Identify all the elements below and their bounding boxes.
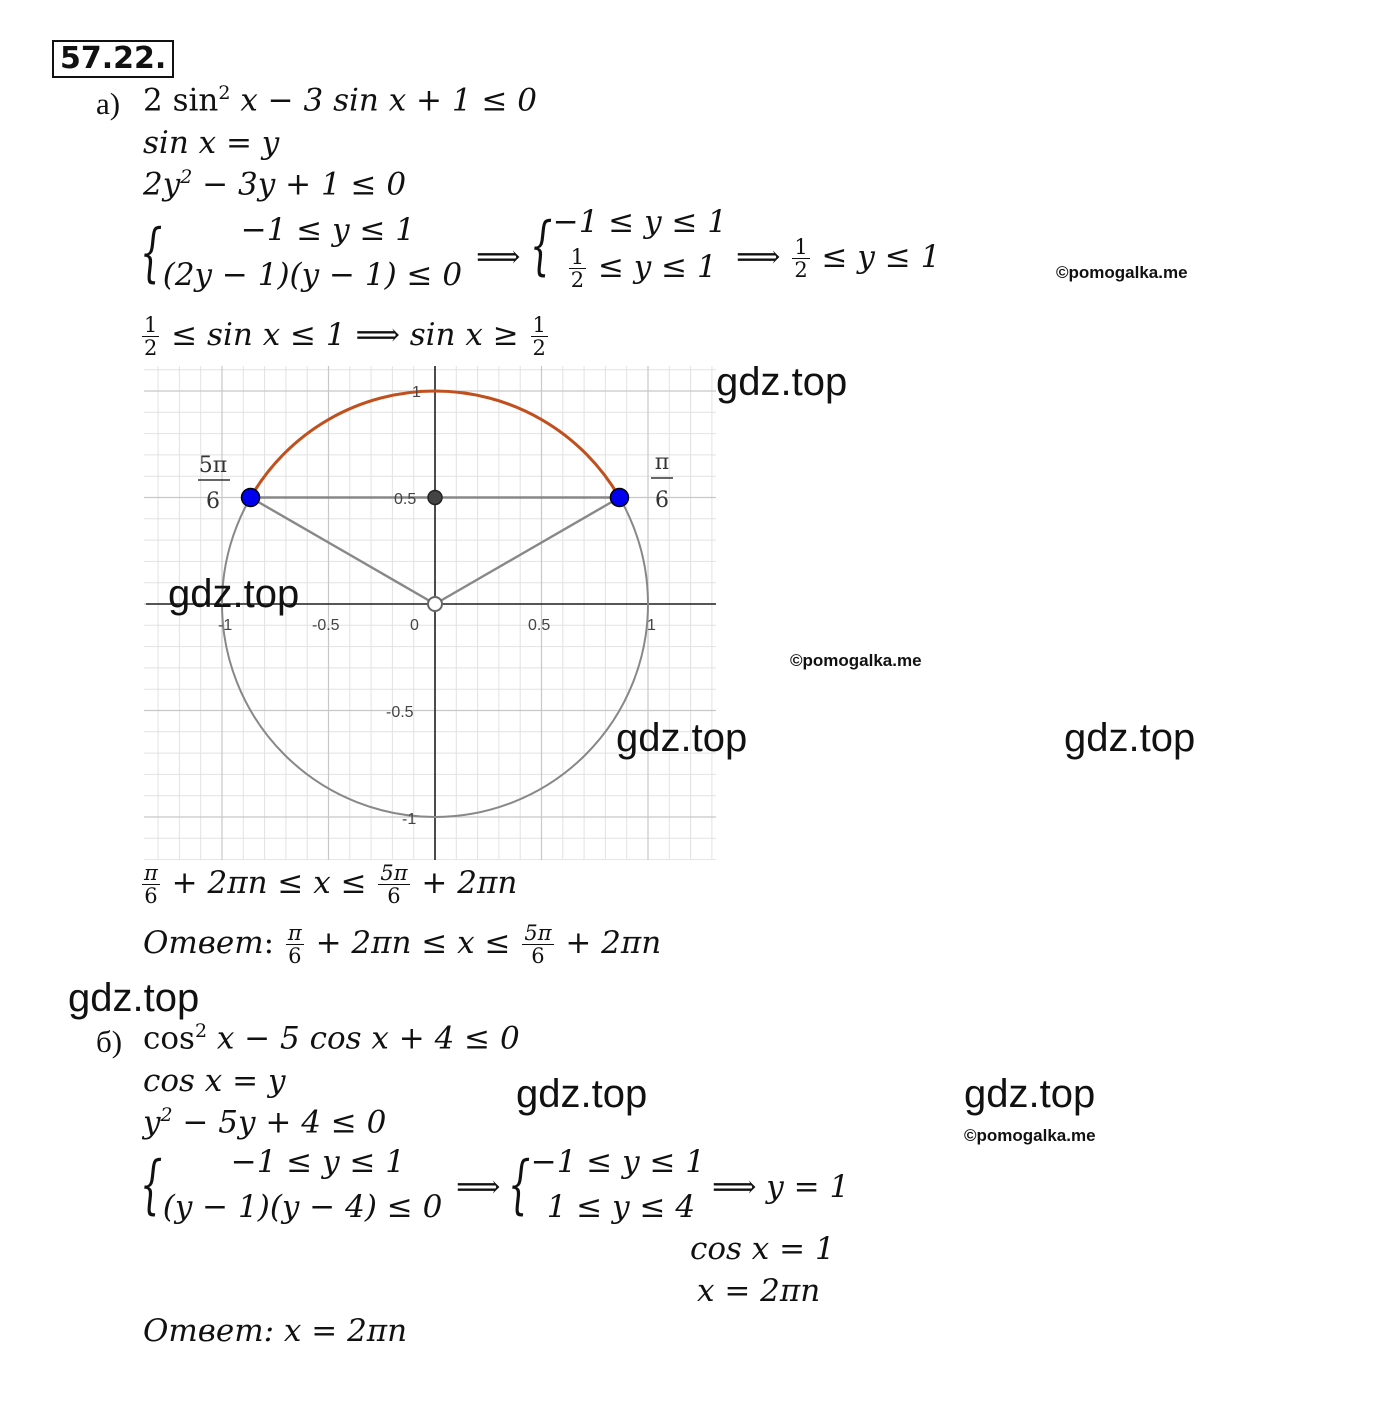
part-a-substitution: sin x = y xyxy=(143,125,280,161)
radius-right xyxy=(435,498,619,605)
problem-number: 57.22. xyxy=(52,40,174,78)
part-a-quadratic: $2y^2 - 3y + 1 \le 0$ xyxy=(143,166,407,203)
watermark-gdz: gdz.top xyxy=(68,976,200,1020)
watermark-gdz: gdz.top xyxy=(1064,716,1196,760)
label-5pi-6-den: 6 xyxy=(206,489,220,514)
part-a-result: ⟹ $\frac{1}{2}$ ≤ y ≤ 1 xyxy=(736,235,941,283)
part-a-label: а) xyxy=(96,86,121,121)
part-a-implies-1: ⟹ xyxy=(476,239,521,275)
watermark-gdz: gdz.top xyxy=(168,572,300,616)
watermark-pomogalka: ©pomogalka.me xyxy=(964,1126,1096,1145)
part-a-answer: Ответ: $\frac{\pi}{6}$ + 2πn ≤ x ≤ $\frac{5\pi}{6}$ + 2πn xyxy=(143,921,662,969)
part-b-system-1: { −1 ≤ y ≤ 1 (y − 1)(y − 4) ≤ 0 xyxy=(140,1144,443,1225)
y-tick: 0.5 xyxy=(394,491,417,508)
part-b-cos-eq: cos x = 1 xyxy=(690,1231,835,1267)
label-5pi-6-num: 5π xyxy=(198,453,228,478)
y-tick: 1 xyxy=(412,384,421,401)
point-5pi-6 xyxy=(242,489,260,507)
part-b-inequality: $\cos^2 x - 5$ cos x + 4 ≤ 0 xyxy=(143,1020,520,1057)
brace: { xyxy=(140,1147,163,1222)
x-tick: -0.5 xyxy=(312,617,340,634)
origin-point xyxy=(428,597,442,611)
y-tick: -0.5 xyxy=(386,704,414,721)
watermark-gdz: gdz.top xyxy=(964,1072,1096,1116)
label-pi-6-num: π xyxy=(654,450,670,475)
part-b-quadratic: $y^2 - 5y + 4 \le 0$ xyxy=(143,1104,387,1141)
x-tick: 1 xyxy=(647,617,656,634)
part-a-system-2: { −1 ≤ y ≤ 1 $\frac{1}{2}$ ≤ y ≤ 1 xyxy=(530,204,728,292)
half-point xyxy=(428,491,442,505)
x-tick: -1 xyxy=(218,617,233,634)
watermark-gdz: gdz.top xyxy=(616,716,748,760)
watermark-gdz: gdz.top xyxy=(716,360,848,404)
part-b-implies: ⟹ xyxy=(456,1169,501,1205)
part-b-x-eq: x = 2πn xyxy=(697,1273,821,1309)
watermark-pomogalka: ©pomogalka.me xyxy=(790,651,922,670)
part-a-solution: $\frac{\pi}{6}$ + 2πn ≤ x ≤ $\frac{5\pi}{6}$ + 2πn xyxy=(144,861,518,909)
part-a-sin-range: $\frac{1}{2}$ ≤ sin x ≤ 1 ⟹ sin x ≥ $\frac{1}{2}$ xyxy=(144,313,546,361)
brace: { xyxy=(508,1147,531,1222)
part-b-substitution: cos x = y xyxy=(143,1063,286,1099)
part-a-system-1: { −1 ≤ y ≤ 1 (2y − 1)(y − 1) ≤ 0 xyxy=(140,212,463,293)
point-pi-6 xyxy=(610,489,628,507)
part-b-answer: Ответ: x = 2πn xyxy=(143,1313,408,1349)
x-tick: 0.5 xyxy=(528,617,551,634)
watermark-pomogalka: ©pomogalka.me xyxy=(1056,263,1188,282)
part-b-label: б) xyxy=(96,1024,123,1059)
part-a-inequality: 2 $\sin^2 x - 3$ sin x + 1 ≤ 0 xyxy=(143,82,538,119)
watermark-gdz: gdz.top xyxy=(516,1072,648,1116)
x-tick: 0 xyxy=(410,617,419,634)
part-b-system-2: { −1 ≤ y ≤ 1 1 ≤ y ≤ 4 xyxy=(508,1144,706,1225)
part-b-result: ⟹ y = 1 xyxy=(712,1169,850,1205)
brace: { xyxy=(140,215,163,290)
brace: { xyxy=(530,208,553,283)
y-tick: -1 xyxy=(402,811,417,828)
label-pi-6-den: 6 xyxy=(655,488,669,513)
